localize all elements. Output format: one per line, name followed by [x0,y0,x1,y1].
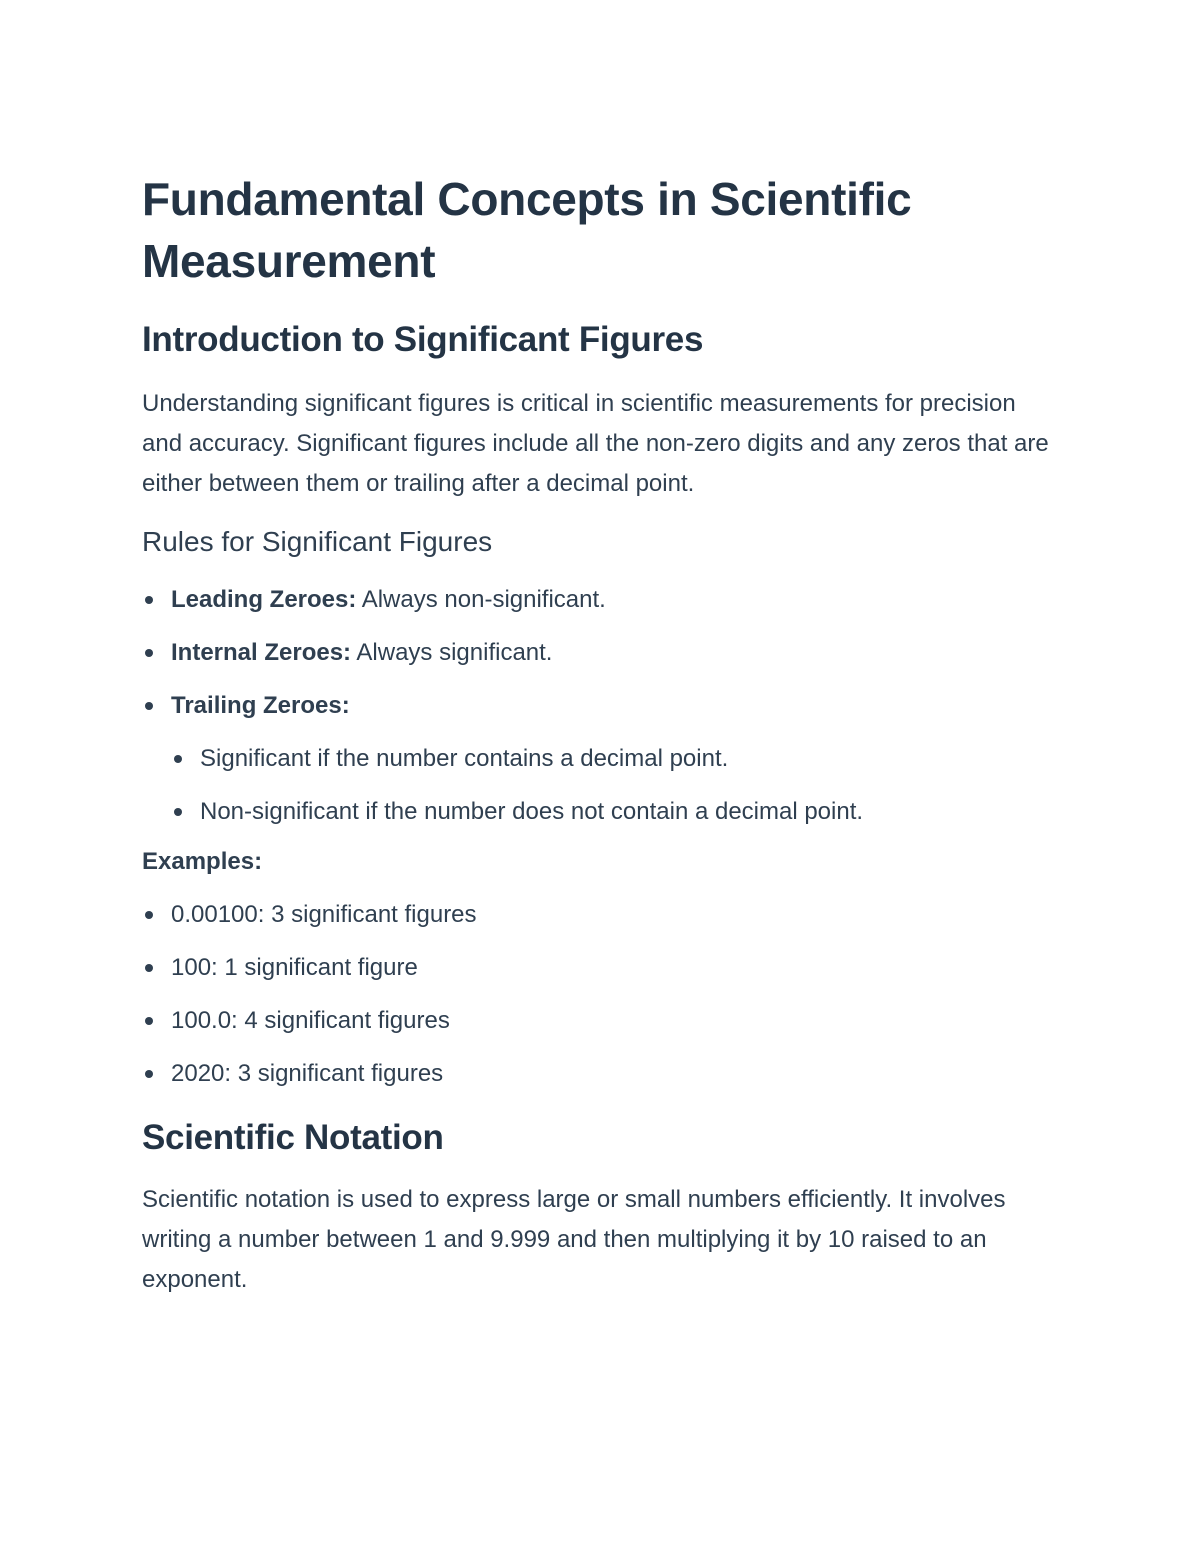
rule-term: Trailing Zeroes: [171,692,350,719]
rule-description: Always significant. [351,639,553,666]
list-item: Significant if the number contains a decimal point. [171,739,1052,779]
rules-list [142,580,1052,832]
list-item: 2020: 3 significant figures [142,1054,1052,1094]
list-item: 100.0: 4 significant figures [142,1001,1052,1041]
list-item [142,580,1052,620]
rule-term: Internal Zeroes: [171,639,352,666]
list-item: 0.00100: 3 significant figures [142,895,1052,935]
rule-description: Always non-significant. [356,586,606,613]
list-item [142,633,1052,673]
subsection-heading-rules: Rules for Significant Figures [142,526,493,557]
examples-label: Examples: [142,848,263,875]
examples-list [142,895,1052,1094]
scientific-notation-paragraph: Scientific notation is used to express large or small numbers efficiently. It involves writing a number between 1 and 9.999 and then multiplying it by 10 raised to an exponent. [142,1186,1006,1293]
list-item [142,686,1052,832]
list-item: 100: 1 significant figure [142,948,1052,988]
trailing-zeroes-sublist [171,739,1052,832]
list-item: Non-significant if the number does not contain a decimal point. [171,792,1052,832]
section-heading-significant-figures: Introduction to Significant Figures [142,320,704,359]
page-title: Fundamental Concepts in Scientific Measurement [142,173,912,287]
section-heading-scientific-notation: Scientific Notation [142,1118,444,1157]
document-page [142,168,1052,1300]
rule-term: Leading Zeroes: [171,586,357,613]
intro-paragraph: Understanding significant figures is critical in scientific measurements for precision and accuracy. Significant figures include all the non-zero digits and any zeros that are either between them or trailing after a decimal point. [142,390,1049,497]
